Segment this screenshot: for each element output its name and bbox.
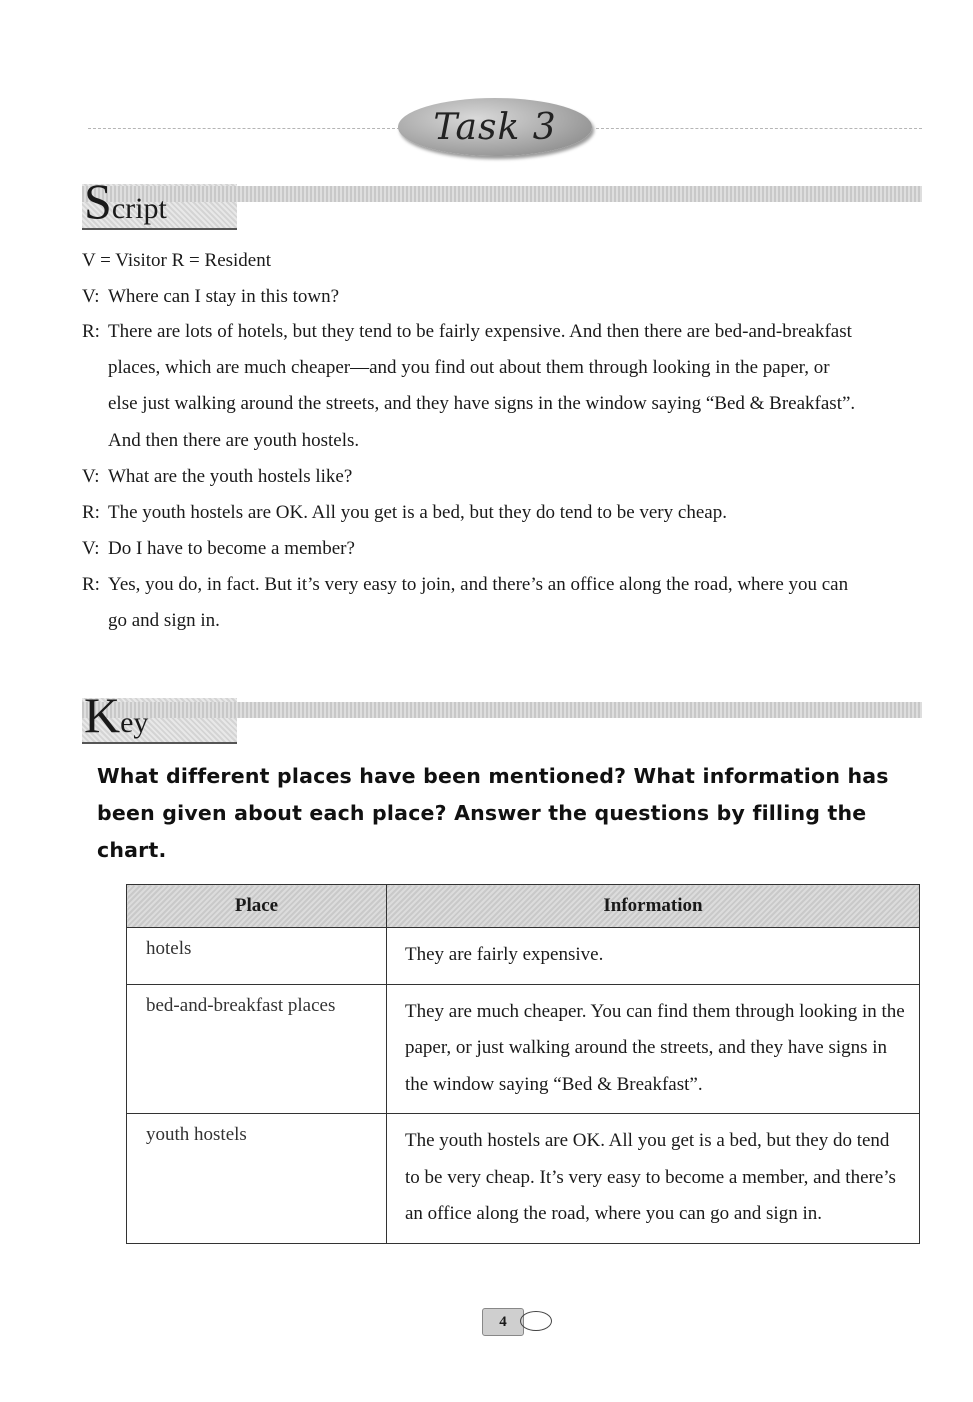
speaker-label: V: — [82, 286, 100, 307]
speaker-label: R: — [82, 574, 100, 595]
column-header-information: Information — [387, 885, 920, 928]
dialogue-line: Where can I stay in this town? — [108, 286, 340, 307]
script-heading: Script — [84, 173, 167, 229]
speaker-label: R: — [82, 502, 100, 523]
place-cell: hotels — [127, 928, 387, 985]
table-row — [127, 1114, 920, 1244]
speaker-label: R: — [82, 321, 100, 342]
answer-table — [126, 884, 920, 1244]
table-row — [127, 984, 920, 1114]
dialogue-line: Do I have to become a member? — [108, 538, 355, 559]
page-number-tag — [482, 1308, 524, 1336]
task-header-rule-left — [88, 128, 400, 129]
key-heading-bar — [82, 702, 922, 718]
dialogue-line: places, which are much cheaper—and you find out about them through looking in the paper, or — [108, 357, 830, 378]
info-cell: The youth hostels are OK. All you get is a bed, but they do tend to be very cheap. It’s very easy to become a member, and there’s an office along the road, where you can go and sign in. — [387, 1114, 920, 1244]
page-number: 4 — [499, 1313, 507, 1330]
column-header-place: Place — [127, 885, 387, 928]
place-cell: youth hostels — [127, 1114, 387, 1244]
speaker-label: V: — [82, 466, 100, 487]
info-cell: They are fairly expensive. — [387, 928, 920, 985]
script-heading-bar — [82, 186, 922, 202]
dialogue-line: The youth hostels are OK. All you get is a bed, but they do tend to be very cheap. — [108, 502, 727, 523]
dialogue-line: There are lots of hotels, but they tend to be fairly expensive. And then there are bed-and-breakfast — [108, 321, 852, 342]
dialogue-line: else just walking around the streets, and they have signs in the window saying “Bed & Breakfast”. — [108, 393, 856, 414]
place-cell: bed-and-breakfast places — [127, 984, 387, 1114]
table-row — [127, 928, 920, 985]
dialogue-line: Yes, you do, in fact. But it’s very easy to join, and there’s an office along the road, where you can — [108, 574, 849, 595]
task-badge — [398, 98, 592, 156]
task-title: Task 3 — [433, 106, 557, 148]
task-header-rule-right — [596, 128, 922, 129]
page-tag-loop-icon — [520, 1311, 552, 1331]
key-question: What different places have been mentioned? What information has been given about each place? Answer the questions by filling the chart. — [97, 764, 889, 862]
dialogue-line: What are the youth hostels like? — [108, 466, 353, 487]
dialogue-line: And then there are youth hostels. — [108, 430, 360, 451]
key-heading: Key — [84, 687, 149, 743]
speaker-label: V: — [82, 538, 100, 559]
dialogue-line: go and sign in. — [108, 610, 220, 631]
info-cell: They are much cheaper. You can find them through looking in the paper, or just walking around the streets, and they have signs in the window saying “Bed & Breakfast”. — [387, 984, 920, 1114]
speaker-legend: V = Visitor R = Resident — [82, 250, 272, 271]
table-header-row — [127, 885, 920, 928]
